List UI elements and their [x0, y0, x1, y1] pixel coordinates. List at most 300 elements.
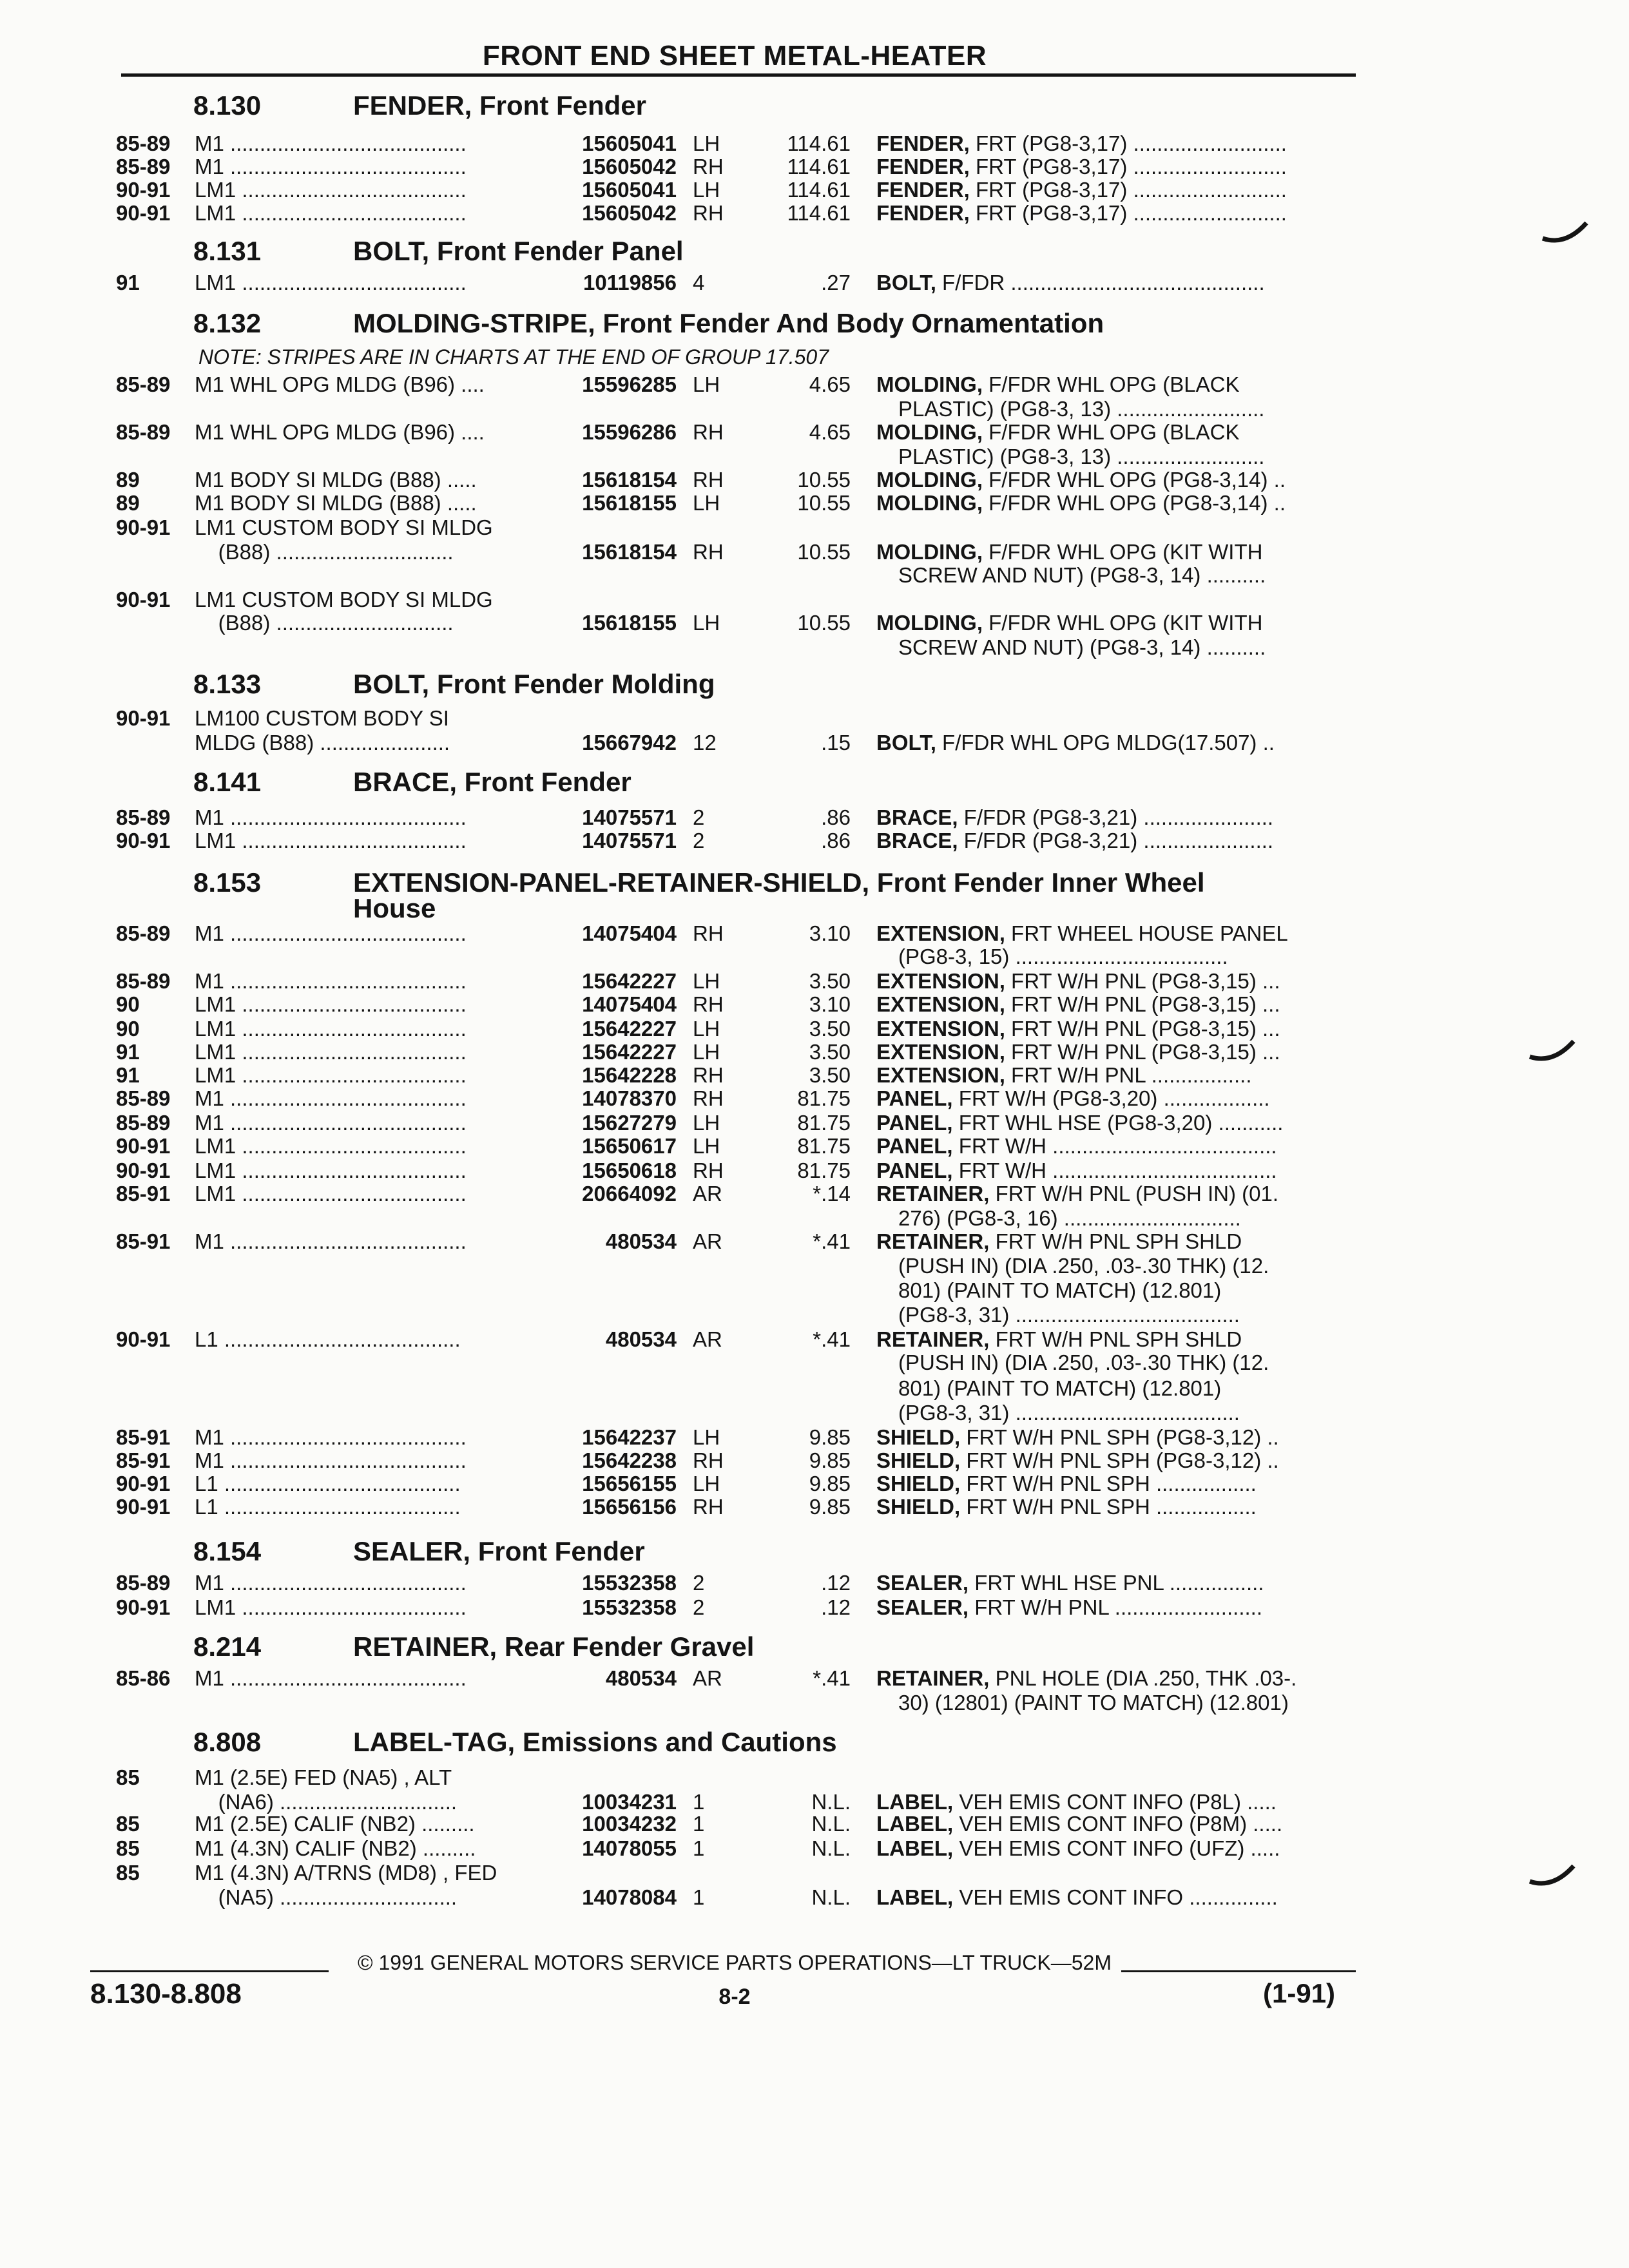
part-line: [0, 945, 1629, 970]
list-price: 81.75: [797, 1086, 851, 1110]
part-description: [898, 1350, 1353, 1375]
model-year: 85-89: [116, 969, 171, 993]
description-text: FRT WHEEL HOUSE PANEL: [1005, 921, 1288, 945]
description-text: FRT W/H PNL (PG8-3,15) ...: [1005, 1017, 1280, 1041]
model-year: 90-91: [116, 1134, 171, 1158]
list-price: .27: [821, 271, 851, 294]
model-application: LM1 ......................................: [195, 992, 467, 1016]
part-line: [0, 1448, 1629, 1474]
model-year: 90-91: [116, 706, 171, 730]
footer-page-number: 8-2: [718, 1984, 751, 2009]
description-text: F/FDR WHL OPG (KIT WITH: [982, 540, 1263, 564]
model-application: M1 WHL OPG MLDG (B96) ....: [195, 420, 485, 444]
part-line: [0, 1086, 1629, 1112]
model-year: 85-91: [116, 1229, 171, 1253]
description-text: FRT (PG8-3,17) ..........................: [969, 201, 1287, 225]
quantity: LH: [693, 1040, 720, 1064]
description-text: VEH EMIS CONT INFO (UFZ) .....: [953, 1836, 1280, 1860]
model-application: LM100 CUSTOM BODY SI: [195, 706, 449, 730]
section-number: 8.141: [193, 767, 262, 797]
model-application: M1 ........................................: [195, 1666, 467, 1690]
part-number: 480534: [605, 1229, 677, 1253]
header-rule: [121, 73, 1356, 77]
model-application: M1 ........................................: [195, 1229, 467, 1253]
quantity: RH: [693, 1063, 724, 1087]
description-keyword: LABEL,: [876, 1885, 954, 1909]
part-number: 15605041: [582, 178, 677, 202]
part-description: [876, 468, 1353, 492]
model-year: 85-89: [116, 1111, 171, 1135]
quantity: RH: [693, 468, 724, 492]
part-description: [876, 420, 1353, 445]
model-application: M1 ........................................: [195, 921, 467, 945]
model-year: 85-89: [116, 155, 171, 178]
part-line: [0, 1206, 1629, 1232]
part-line: [0, 1401, 1629, 1427]
part-description: [876, 1017, 1353, 1041]
margin-tick-mark-3: [1527, 1856, 1579, 1894]
model-application: M1 ........................................: [195, 1571, 467, 1595]
model-year: 89: [116, 468, 140, 492]
description-text: FRT W/H PNL SPH .................: [960, 1472, 1257, 1495]
part-number: 15650618: [582, 1158, 677, 1182]
part-line: [0, 491, 1629, 517]
description-keyword: MOLDING,: [876, 468, 983, 492]
description-keyword: BOLT,: [876, 731, 936, 754]
quantity: AR: [693, 1666, 722, 1690]
part-line: [0, 1376, 1629, 1402]
description-keyword: BOLT,: [876, 271, 936, 294]
description-text: FRT W/H ......................................: [952, 1134, 1277, 1158]
part-description: [876, 540, 1353, 564]
part-number: 10034231: [582, 1790, 677, 1814]
description-text: FRT W/H PNL (PG8-3,15) ...: [1005, 992, 1280, 1016]
model-year: 90-91: [116, 1495, 171, 1519]
part-line: [0, 1182, 1629, 1207]
description-text: PNL HOLE (DIA .250, THK .03-.: [989, 1666, 1297, 1690]
description-keyword: RETAINER,: [876, 1666, 990, 1690]
part-line: [0, 731, 1629, 756]
part-number: 15650617: [582, 1134, 677, 1158]
part-line: [0, 1495, 1629, 1521]
description-text: PLASTIC) (PG8-3, 13) .........................: [898, 397, 1265, 421]
description-text: (PG8-3, 15) ....................................: [898, 945, 1228, 968]
quantity: 2: [693, 805, 705, 829]
part-line: [0, 1861, 1629, 1887]
section-number: 8.154: [193, 1536, 262, 1566]
part-description: [876, 1086, 1353, 1111]
part-description: [876, 271, 1353, 295]
part-description: [898, 1303, 1353, 1327]
quantity: LH: [693, 1425, 720, 1449]
part-number: 15667942: [582, 731, 677, 754]
description-text: F/FDR WHL OPG (KIT WITH: [982, 611, 1263, 635]
model-application: LM1 CUSTOM BODY SI MLDG: [195, 515, 493, 539]
part-line: [0, 1350, 1629, 1376]
part-line: [0, 1666, 1629, 1692]
part-description: [876, 1229, 1353, 1254]
footer-section-range: 8.130-8.808: [90, 1978, 242, 2010]
description-text: SCREW AND NUT) (PG8-3, 14) ..........: [898, 635, 1266, 659]
description-text: (PG8-3, 31) ......................................: [898, 1303, 1240, 1327]
model-application: M1 ........................................: [195, 1448, 467, 1472]
description-keyword: SHIELD,: [876, 1448, 961, 1472]
part-description: [876, 1495, 1353, 1519]
model-year: 85-89: [116, 1086, 171, 1110]
model-year: 85-89: [116, 131, 171, 155]
list-price: .12: [821, 1595, 851, 1619]
description-text: FRT W/H PNL SPH (PG8-3,12) ..: [960, 1425, 1279, 1449]
model-application: L1 ........................................: [195, 1327, 461, 1351]
part-description: [876, 1885, 1353, 1910]
description-text: FRT W/H PNL SPH .................: [960, 1495, 1257, 1519]
part-line: [0, 1571, 1629, 1597]
part-line: [0, 611, 1629, 637]
description-text: FRT W/H PNL SPH (PG8-3,12) ..: [960, 1448, 1279, 1472]
section-title: FENDER, Front Fender: [353, 90, 647, 120]
description-keyword: EXTENSION,: [876, 969, 1005, 993]
part-number: 15605042: [582, 155, 677, 178]
part-line: [0, 1836, 1629, 1862]
part-line: [0, 1691, 1629, 1716]
part-description: [898, 563, 1353, 588]
part-description: [876, 805, 1353, 830]
model-year: 90-91: [116, 515, 171, 539]
list-price: 10.55: [797, 491, 851, 515]
quantity: LH: [693, 491, 720, 515]
part-line: [0, 921, 1629, 947]
section-title-continued: House: [353, 893, 436, 923]
description-text: VEH EMIS CONT INFO (P8L) .....: [953, 1790, 1277, 1814]
description-keyword: FENDER,: [876, 155, 970, 178]
part-line: [0, 1303, 1629, 1329]
part-description: [876, 992, 1353, 1017]
quantity: AR: [693, 1182, 722, 1206]
quantity: LH: [693, 1472, 720, 1495]
part-description: [876, 611, 1353, 635]
part-line: [0, 372, 1629, 398]
description-keyword: LABEL,: [876, 1836, 954, 1860]
description-keyword: EXTENSION,: [876, 1040, 1005, 1064]
model-application: M1 ........................................: [195, 131, 467, 155]
model-application: M1 (2.5E) FED (NA5) , ALT: [195, 1765, 452, 1789]
part-line: [0, 992, 1629, 1018]
model-year: 90-91: [116, 588, 171, 611]
part-number: 15656155: [582, 1472, 677, 1495]
quantity: 1: [693, 1790, 705, 1814]
part-description: [876, 731, 1353, 755]
part-line: [0, 397, 1629, 423]
model-year: 85-89: [116, 372, 171, 396]
description-text: 276) (PG8-3, 16) ..............................: [898, 1206, 1241, 1230]
model-year: 90-91: [116, 1327, 171, 1351]
description-text: FRT W/H PNL SPH SHLD: [989, 1327, 1242, 1351]
description-text: FRT W/H ......................................: [952, 1158, 1277, 1182]
model-application: M1 ........................................: [195, 805, 467, 829]
description-keyword: MOLDING,: [876, 540, 983, 564]
part-number: 10119856: [583, 271, 677, 294]
part-line: [0, 515, 1629, 541]
description-text: VEH EMIS CONT INFO (P8M) .....: [953, 1812, 1283, 1836]
part-description: [898, 1376, 1353, 1401]
description-keyword: RETAINER,: [876, 1229, 990, 1253]
quantity: RH: [693, 1086, 724, 1110]
part-line: [0, 201, 1629, 227]
model-year: 85-89: [116, 1571, 171, 1595]
model-application: M1 BODY SI MLDG (B88) .....: [195, 491, 477, 515]
section-number: 8.153: [193, 867, 262, 898]
part-description: [876, 178, 1353, 202]
quantity: RH: [693, 540, 724, 564]
part-description: [876, 491, 1353, 515]
description-keyword: MOLDING,: [876, 611, 983, 635]
part-line: [0, 1158, 1629, 1184]
part-line: [0, 1885, 1629, 1911]
footer-rule-right: [1121, 1970, 1356, 1972]
description-text: (PG8-3, 31) ......................................: [898, 1401, 1240, 1425]
list-price: 9.85: [809, 1472, 851, 1495]
part-line: [0, 445, 1629, 470]
model-application: L1 ........................................: [195, 1495, 461, 1519]
description-keyword: EXTENSION,: [876, 1063, 1005, 1087]
list-price: 114.61: [787, 178, 851, 202]
part-line: [0, 155, 1629, 180]
description-text: FRT WHL HSE PNL ................: [969, 1571, 1264, 1595]
part-line: [0, 1595, 1629, 1621]
part-description: [898, 1401, 1353, 1425]
description-keyword: SEALER,: [876, 1595, 969, 1619]
model-application: LM1 CUSTOM BODY SI MLDG: [195, 588, 493, 611]
part-line: [0, 1254, 1629, 1280]
part-line: [0, 706, 1629, 732]
description-keyword: SHIELD,: [876, 1425, 961, 1449]
part-line: [0, 271, 1629, 296]
model-application: LM1 ......................................: [195, 1595, 467, 1619]
list-price: 4.65: [809, 372, 851, 396]
part-number: 20664092: [582, 1182, 677, 1206]
list-price: 3.50: [809, 1040, 851, 1064]
part-number: 15532358: [582, 1571, 677, 1595]
quantity: 1: [693, 1812, 705, 1836]
quantity: RH: [693, 201, 724, 225]
description-text: FRT W/H PNL (PG8-3,15) ...: [1005, 969, 1280, 993]
part-description: [876, 201, 1353, 226]
model-application: L1 ........................................: [195, 1472, 461, 1495]
part-line: [0, 1765, 1629, 1791]
model-application: M1 ........................................: [195, 1111, 467, 1135]
part-line: [0, 1063, 1629, 1089]
list-price: *.41: [813, 1229, 851, 1253]
model-application: M1 BODY SI MLDG (B88) .....: [195, 468, 477, 492]
part-number: 15618154: [582, 468, 677, 492]
part-description: [876, 1836, 1353, 1861]
description-keyword: EXTENSION,: [876, 992, 1005, 1016]
part-line: [0, 1812, 1629, 1838]
description-text: 801) (PAINT TO MATCH) (12.801): [898, 1278, 1222, 1302]
section-title: BOLT, Front Fender Molding: [353, 669, 715, 699]
part-number: 14075404: [582, 992, 677, 1016]
description-keyword: FENDER,: [876, 201, 970, 225]
model-year: 91: [116, 1040, 140, 1064]
model-year: 85: [116, 1861, 140, 1885]
margin-tick-mark-1: [1540, 213, 1592, 251]
section-title: EXTENSION-PANEL-RETAINER-SHIELD, Front Fender Inner Wheel: [353, 867, 1205, 898]
model-year: 85: [116, 1812, 140, 1836]
description-keyword: LABEL,: [876, 1812, 954, 1836]
model-application: (B88) ..............................: [195, 611, 454, 635]
model-application: M1 WHL OPG MLDG (B96) ....: [195, 372, 485, 396]
section-number: 8.132: [193, 308, 262, 338]
list-price: *.41: [813, 1327, 851, 1351]
part-number: 14075404: [582, 921, 677, 945]
part-description: [898, 445, 1353, 469]
part-line: [0, 131, 1629, 157]
model-year: 85-86: [116, 1666, 171, 1690]
part-description: [876, 1182, 1353, 1206]
list-price: 9.85: [809, 1495, 851, 1519]
quantity: RH: [693, 992, 724, 1016]
description-text: F/FDR (PG8-3,21) ......................: [958, 805, 1274, 829]
section-title: SEALER, Front Fender: [353, 1536, 645, 1566]
part-number: 480534: [605, 1327, 677, 1351]
part-number: 15618154: [582, 540, 677, 564]
list-price: .15: [821, 731, 851, 754]
description-keyword: SEALER,: [876, 1571, 969, 1595]
section-number: 8.133: [193, 669, 262, 699]
list-price: 3.50: [809, 969, 851, 993]
description-keyword: PANEL,: [876, 1134, 953, 1158]
part-line: [0, 1278, 1629, 1304]
model-application: LM1 ......................................: [195, 1063, 467, 1087]
part-description: [898, 1278, 1353, 1303]
list-price: N.L.: [811, 1812, 851, 1836]
section-number: 8.808: [193, 1727, 262, 1757]
part-description: [876, 1790, 1353, 1814]
section-number: 8.130: [193, 90, 262, 120]
description-keyword: SHIELD,: [876, 1472, 961, 1495]
model-application: LM1 ......................................: [195, 178, 467, 202]
model-application: (NA6) ..............................: [195, 1790, 458, 1814]
section-title: LABEL-TAG, Emissions and Cautions: [353, 1727, 837, 1757]
part-description: [876, 131, 1353, 156]
description-text: FRT WHL HSE (PG8-3,20) ...........: [952, 1111, 1284, 1135]
list-price: 9.85: [809, 1425, 851, 1449]
description-keyword: PANEL,: [876, 1086, 953, 1110]
description-keyword: RETAINER,: [876, 1327, 990, 1351]
part-description: [898, 397, 1353, 421]
description-keyword: BRACE,: [876, 805, 958, 829]
model-application: LM1 ......................................: [195, 829, 467, 852]
model-year: 90-91: [116, 201, 171, 225]
part-description: [876, 1063, 1353, 1088]
part-number: 15642227: [582, 969, 677, 993]
part-line: [0, 1472, 1629, 1497]
footer-date: (1-91): [1263, 1978, 1336, 2008]
quantity: RH: [693, 921, 724, 945]
quantity: RH: [693, 1448, 724, 1472]
quantity: LH: [693, 372, 720, 396]
model-application: M1 ........................................: [195, 1425, 467, 1449]
model-year: 91: [116, 1063, 140, 1087]
description-keyword: MOLDING,: [876, 491, 983, 515]
description-keyword: BRACE,: [876, 829, 958, 852]
part-number: 10034232: [582, 1812, 677, 1836]
part-line: [0, 1134, 1629, 1160]
list-price: 114.61: [787, 155, 851, 178]
list-price: N.L.: [811, 1836, 851, 1860]
part-number: 15656156: [582, 1495, 677, 1519]
part-line: [0, 1229, 1629, 1255]
description-keyword: MOLDING,: [876, 420, 983, 444]
model-year: 90: [116, 1017, 140, 1041]
section-title: BRACE, Front Fender: [353, 767, 631, 797]
list-price: 114.61: [787, 131, 851, 155]
list-price: *.14: [813, 1182, 851, 1206]
list-price: 3.10: [809, 921, 851, 945]
list-price: 81.75: [797, 1134, 851, 1158]
quantity: 12: [693, 731, 717, 754]
description-keyword: RETAINER,: [876, 1182, 990, 1206]
description-text: F/FDR WHL OPG MLDG(17.507) ..: [936, 731, 1275, 754]
description-keyword: MOLDING,: [876, 372, 983, 396]
part-number: 15596285: [582, 372, 677, 396]
part-line: [0, 178, 1629, 204]
part-number: 15596286: [582, 420, 677, 444]
quantity: AR: [693, 1229, 722, 1253]
description-text: FRT W/H PNL (PUSH IN) (01.: [989, 1182, 1279, 1206]
quantity: LH: [693, 178, 720, 202]
description-text: F/FDR WHL OPG (PG8-3,14) ..: [982, 468, 1286, 492]
section-number: 8.214: [193, 1631, 262, 1662]
description-keyword: PANEL,: [876, 1111, 953, 1135]
part-description: [876, 1472, 1353, 1496]
model-year: 90-91: [116, 829, 171, 852]
part-number: 14075571: [582, 829, 677, 852]
model-year: 85-89: [116, 805, 171, 829]
model-year: 85-91: [116, 1182, 171, 1206]
model-year: 90-91: [116, 1472, 171, 1495]
part-description: [876, 1158, 1353, 1183]
model-application: (B88) ..............................: [195, 540, 454, 564]
part-line: [0, 588, 1629, 613]
list-price: *.41: [813, 1666, 851, 1690]
list-price: 10.55: [797, 611, 851, 635]
part-number: 15627279: [582, 1111, 677, 1135]
quantity: LH: [693, 1111, 720, 1135]
model-year: 90-91: [116, 1595, 171, 1619]
part-number: 14078084: [582, 1885, 677, 1909]
description-text: FRT (PG8-3,17) ..........................: [969, 178, 1287, 202]
description-text: 801) (PAINT TO MATCH) (12.801): [898, 1376, 1222, 1400]
description-keyword: SHIELD,: [876, 1495, 961, 1519]
list-price: 81.75: [797, 1158, 851, 1182]
description-text: FRT W/H PNL .................: [1005, 1063, 1252, 1087]
part-line: [0, 468, 1629, 494]
model-application: M1 ........................................: [195, 155, 467, 178]
part-description: [876, 1448, 1353, 1473]
quantity: AR: [693, 1327, 722, 1351]
section-number: 8.131: [193, 236, 262, 266]
description-text: FRT W/H PNL .........................: [969, 1595, 1262, 1619]
list-price: 3.50: [809, 1017, 851, 1041]
part-number: 15642238: [582, 1448, 677, 1472]
description-text: FRT (PG8-3,17) ..........................: [969, 155, 1287, 178]
part-description: [898, 635, 1353, 660]
model-application: M1 (2.5E) CALIF (NB2) .........: [195, 1812, 475, 1836]
model-application: LM1 ......................................: [195, 271, 467, 294]
list-price: 114.61: [787, 201, 851, 225]
part-number: 15605041: [582, 131, 677, 155]
